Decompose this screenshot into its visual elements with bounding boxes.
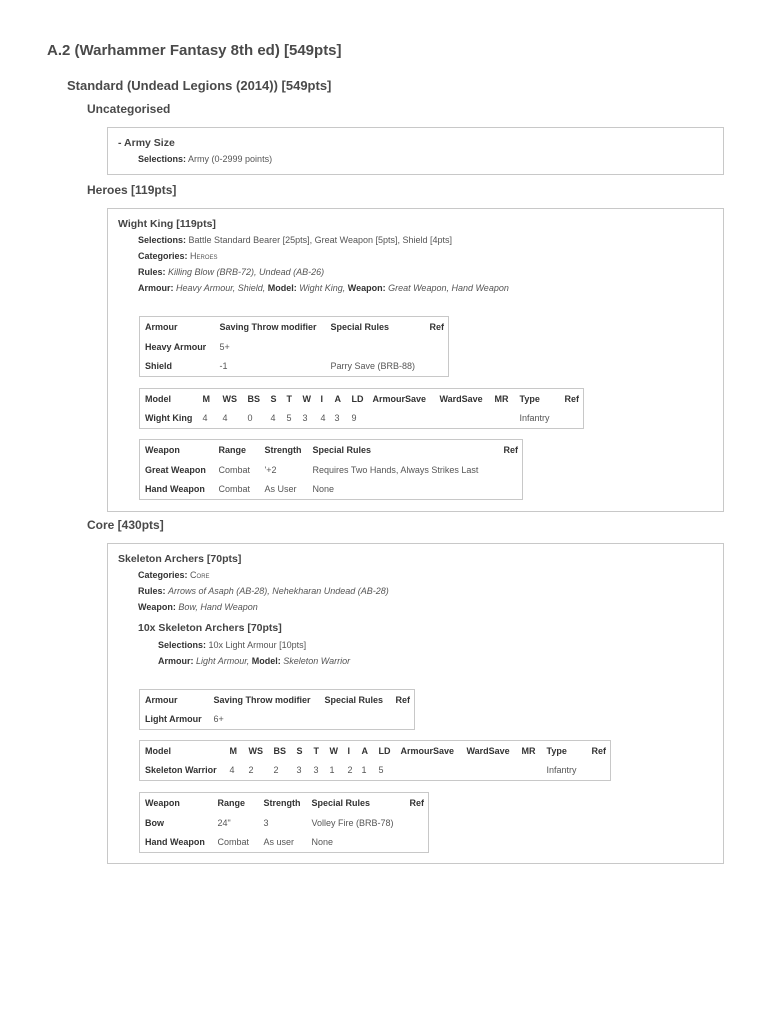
table-cell: Combat (217, 837, 250, 848)
categories-label: Categories: (138, 251, 188, 261)
table-cell: -1 (219, 361, 228, 372)
table-header: I (320, 393, 324, 404)
skeleton-archers-weapon (138, 602, 258, 612)
table-header: I (347, 745, 351, 756)
table-header: S (270, 393, 277, 404)
rules-value: Killing Blow (BRB-72), Undead (AB-26) (168, 267, 325, 277)
table-header: A (334, 393, 341, 404)
skeleton-archers-box (107, 543, 724, 864)
table-cell (499, 480, 523, 500)
selections-value: Army (0-2999 points) (188, 154, 273, 164)
table-cell: 2 (273, 765, 279, 776)
wight-king-armour-table (139, 316, 449, 377)
skeleton-archers-rules (138, 586, 389, 596)
table-cell: Hand Weapon (145, 484, 205, 495)
roster-title: A.2 (Warhammer Fantasy 8th ed) [549pts] (47, 42, 342, 59)
model-label: Model: (251, 656, 281, 666)
table-header: Special Rules (311, 797, 371, 808)
table-row (140, 480, 523, 500)
skeleton-archers-title: Skeleton Archers [70pts] (118, 553, 242, 565)
table-cell: 6+ (213, 714, 224, 725)
table-cell: Requires Two Hands, Always Strikes Last (312, 464, 479, 475)
table-cell: 4 (270, 413, 276, 424)
table-cell (499, 460, 523, 480)
table-header: W (329, 745, 338, 756)
rules-value: Arrows of Asaph (AB-28), Nehekharan Undead (AB-28) (168, 586, 389, 596)
table-header: Ref (409, 797, 425, 808)
table-cell: 2 (347, 765, 353, 776)
table-row (140, 813, 429, 833)
table-header: Armour (145, 694, 178, 705)
table-header-row (140, 793, 429, 813)
table-header: Special Rules (312, 444, 372, 455)
table-header: M (202, 393, 210, 404)
table-header: ArmourSave (400, 745, 455, 756)
table-cell: Heavy Armour (145, 341, 207, 352)
table-cell: 3 (263, 817, 269, 828)
table-header-row (140, 690, 415, 710)
table-cell: 3 (334, 413, 340, 424)
army-size-box (107, 127, 724, 175)
category-heading-heroes: Heroes [119pts] (87, 183, 177, 197)
table-cell (587, 761, 611, 781)
table-header: S (296, 745, 303, 756)
table-cell (435, 409, 490, 429)
table-header: Ref (429, 321, 445, 332)
table-header: Special Rules (324, 694, 384, 705)
selections-value: Battle Standard Bearer [25pts], Great Weapon [5pts], Shield [4pts] (188, 235, 453, 245)
table-row (140, 409, 584, 429)
table-cell: As User (264, 484, 297, 495)
table-header: BS (247, 393, 261, 404)
armour-value: Light Armour, (196, 656, 250, 666)
table-header: Strength (263, 797, 301, 808)
skeleton-model-table (139, 740, 611, 781)
table-header: Type (519, 393, 540, 404)
categories-value: Core (190, 570, 210, 580)
wight-king-weapon-table (139, 439, 523, 500)
table-cell: Skeleton Warrior (145, 765, 217, 776)
table-cell: 5 (378, 765, 384, 776)
table-cell: 0 (247, 413, 253, 424)
table-cell: Infantry (519, 413, 550, 424)
table-header: MR (521, 745, 536, 756)
table-cell: 4 (320, 413, 326, 424)
table-header: Saving Throw modifier (219, 321, 317, 332)
selections-label: Selections: (158, 640, 207, 650)
table-cell: 1 (361, 765, 367, 776)
skeleton-weapon-table (139, 792, 429, 853)
table-cell (517, 761, 542, 781)
table-cell (368, 409, 435, 429)
table-cell: Parry Save (BRB-88) (330, 361, 416, 372)
army-size-selections (138, 154, 272, 164)
table-header: ArmourSave (372, 393, 427, 404)
table-header: MR (494, 393, 509, 404)
table-cell: 4 (222, 413, 228, 424)
table-cell (396, 761, 462, 781)
table-header: Range (218, 444, 247, 455)
table-cell: None (312, 484, 335, 495)
table-cell: 24" (217, 817, 231, 828)
table-cell (560, 409, 584, 429)
table-header: Ref (395, 694, 411, 705)
table-cell (326, 337, 425, 357)
army-size-title: - Army Size (118, 137, 175, 149)
table-cell: Combat (218, 464, 251, 475)
table-cell (405, 813, 429, 833)
table-row (140, 357, 449, 377)
table-cell: Hand Weapon (145, 837, 205, 848)
table-header: Weapon (145, 797, 180, 808)
table-header: Armour (145, 321, 178, 332)
model-value: Wight King, (299, 283, 346, 293)
table-header-row (140, 741, 611, 761)
category-heading-core: Core [430pts] (87, 518, 164, 532)
table-row (140, 761, 611, 781)
weapon-label: Weapon: (347, 283, 386, 293)
weapon-label: Weapon: (138, 602, 176, 612)
table-header: A (361, 745, 368, 756)
table-cell: 9 (351, 413, 357, 424)
table-header-row (140, 317, 449, 337)
table-header: Range (217, 797, 246, 808)
table-cell: Great Weapon (145, 464, 206, 475)
table-cell: 3 (313, 765, 319, 776)
selections-value: 10x Light Armour [10pts] (208, 640, 307, 650)
skeleton-archers-categories (138, 570, 210, 580)
table-cell: Volley Fire (BRB-78) (311, 817, 394, 828)
table-header: Ref (564, 393, 580, 404)
table-header: Model (145, 745, 171, 756)
force-title: Standard (Undead Legions (2014)) [549pts] (67, 78, 332, 93)
rules-label: Rules: (138, 267, 166, 277)
table-cell (425, 357, 449, 377)
table-row (140, 710, 415, 730)
wight-king-rules (138, 267, 324, 277)
table-cell: 4 (229, 765, 235, 776)
table-header: Special Rules (330, 321, 390, 332)
table-cell (320, 710, 391, 730)
table-header: WardSave (439, 393, 483, 404)
table-header: Saving Throw modifier (213, 694, 311, 705)
armour-label: Armour: (158, 656, 194, 666)
wight-king-selections (138, 235, 452, 245)
table-cell: 2 (248, 765, 254, 776)
table-header: T (286, 393, 292, 404)
category-heading-uncategorised: Uncategorised (87, 102, 171, 116)
armour-label: Armour: (138, 283, 174, 293)
wight-king-profiles (138, 283, 509, 293)
table-header: Ref (591, 745, 607, 756)
table-header: LD (351, 393, 364, 404)
table-cell: Light Armour (145, 714, 202, 725)
table-cell: Combat (218, 484, 251, 495)
table-header: T (313, 745, 319, 756)
table-cell: 5+ (219, 341, 230, 352)
table-cell: Shield (145, 361, 173, 372)
wight-king-title: Wight King [119pts] (118, 218, 216, 230)
selections-label: Selections: (138, 235, 187, 245)
table-cell: Infantry (546, 765, 577, 776)
model-value: Skeleton Warrior (283, 656, 351, 666)
table-cell: Wight King (145, 413, 193, 424)
selections-label: Selections: (138, 154, 187, 164)
table-header: Type (546, 745, 567, 756)
weapon-value: Great Weapon, Hand Weapon (388, 283, 509, 293)
rules-label: Rules: (138, 586, 166, 596)
wight-king-model-table (139, 388, 584, 429)
table-cell: 4 (202, 413, 208, 424)
table-header: Ref (503, 444, 519, 455)
table-cell (391, 710, 415, 730)
table-cell: 5 (286, 413, 292, 424)
table-header: Model (145, 393, 171, 404)
table-row (140, 337, 449, 357)
sub-unit-title: 10x Skeleton Archers [70pts] (138, 622, 282, 634)
table-row (140, 833, 429, 853)
table-cell (490, 409, 515, 429)
table-cell (405, 833, 429, 853)
table-header: Weapon (145, 444, 180, 455)
wight-king-box (107, 208, 724, 512)
sub-unit-selections (158, 640, 306, 650)
wight-king-categories (138, 251, 218, 261)
table-header-row (140, 440, 523, 460)
table-header-row (140, 389, 584, 409)
table-cell: Bow (145, 817, 164, 828)
categories-value: Heroes (190, 251, 218, 261)
table-cell: 1 (329, 765, 335, 776)
table-cell: As user (263, 837, 295, 848)
table-header: BS (273, 745, 287, 756)
sub-unit-profiles (158, 656, 350, 666)
table-cell (462, 761, 517, 781)
table-header: LD (378, 745, 391, 756)
weapon-value: Bow, Hand Weapon (178, 602, 258, 612)
table-cell: '+2 (264, 464, 277, 475)
table-header: WS (222, 393, 237, 404)
table-cell: 3 (302, 413, 308, 424)
model-label: Model: (267, 283, 297, 293)
armour-value: Heavy Armour, Shield, (176, 283, 266, 293)
table-cell (425, 337, 449, 357)
table-header: Strength (264, 444, 302, 455)
categories-label: Categories: (138, 570, 188, 580)
table-header: W (302, 393, 311, 404)
skeleton-armour-table (139, 689, 415, 730)
table-row (140, 460, 523, 480)
table-cell: None (311, 837, 334, 848)
table-header: WardSave (466, 745, 510, 756)
table-header: WS (248, 745, 263, 756)
table-header: M (229, 745, 237, 756)
table-cell: 3 (296, 765, 302, 776)
